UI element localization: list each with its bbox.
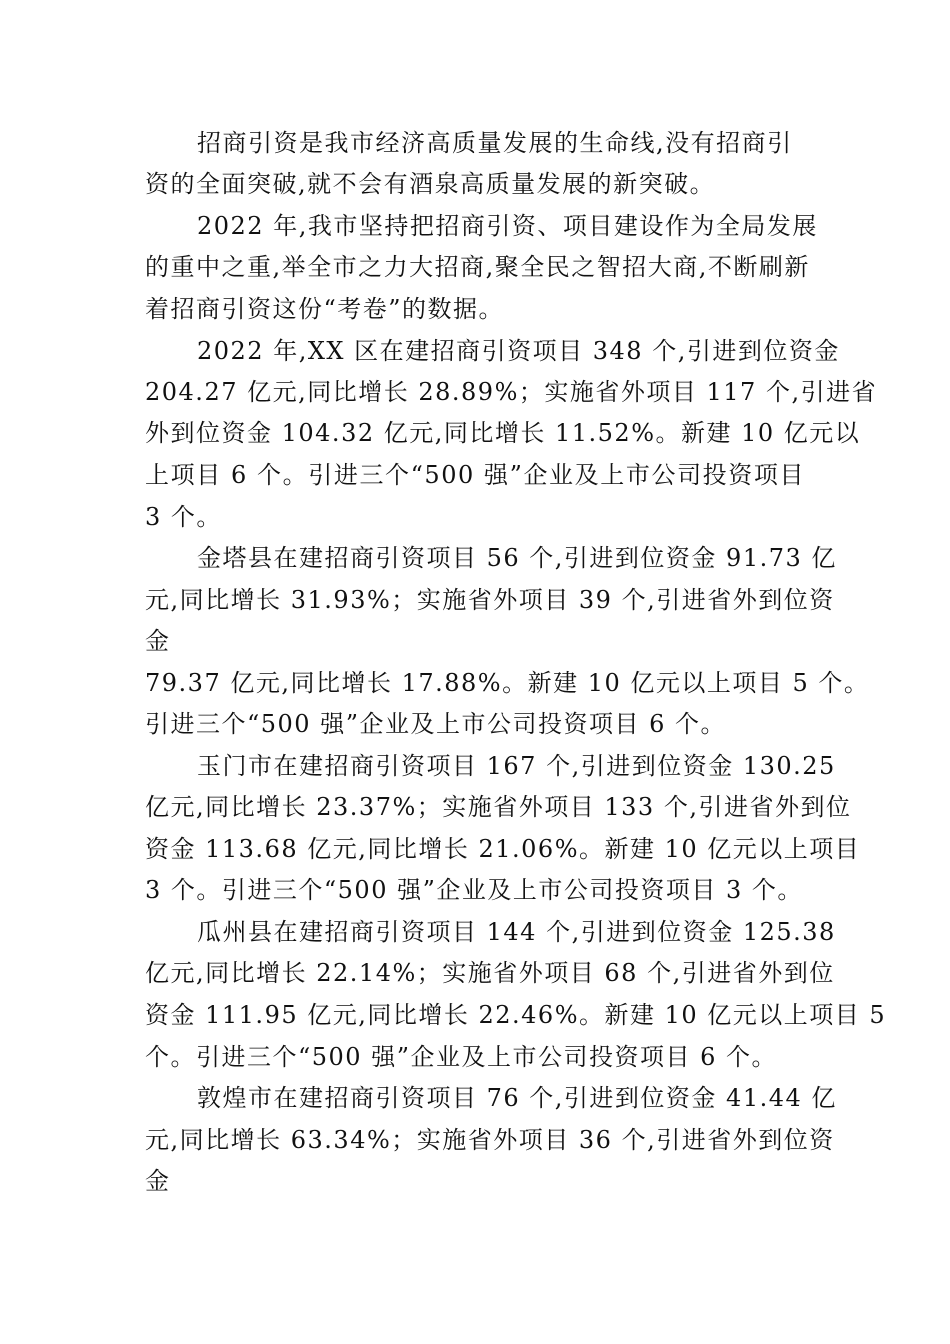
text-line: 元,同比增长 31.93%；实施省外项目 39 个,引进省外到位资 [145, 586, 835, 614]
text-line: 着招商引资这份“考卷”的数据。 [145, 295, 505, 323]
text-line: 3 个。引进三个“500 强”企业及上市公司投资项目 3 个。 [145, 876, 803, 904]
text-line: 的重中之重,举全市之力大招商,聚全民之智招大商,不断刷新 [145, 253, 810, 281]
text-line: 3 个。 [145, 503, 222, 531]
text-line: 瓜州县在建招商引资项目 144 个,引进到位资金 125.38 [197, 918, 836, 946]
text-line: 2022 年,XX 区在建招商引资项目 348 个,引进到位资金 [197, 337, 840, 365]
text-line: 79.37 亿元,同比增长 17.88%。新建 10 亿元以上项目 5 个。 [145, 669, 870, 697]
text-line: 亿元,同比增长 23.37%；实施省外项目 133 个,引进省外到位 [145, 793, 852, 821]
text-line: 资金 113.68 亿元,同比增长 21.06%。新建 10 亿元以上项目 [145, 835, 861, 863]
text-line: 上项目 6 个。引进三个“500 强”企业及上市公司投资项目 [145, 461, 805, 489]
text-line: 玉门市在建招商引资项目 167 个,引进到位资金 130.25 [197, 752, 836, 780]
text-line: 引进三个“500 强”企业及上市公司投资项目 6 个。 [145, 710, 727, 738]
text-line: 亿元,同比增长 22.14%；实施省外项目 68 个,引进省外到位 [145, 959, 835, 987]
text-line: 金塔县在建招商引资项目 56 个,引进到位资金 91.73 亿 [197, 544, 837, 572]
text-line: 资金 111.95 亿元,同比增长 22.46%。新建 10 亿元以上项目 5 [145, 1001, 887, 1029]
text-line: 204.27 亿元,同比增长 28.89%；实施省外项目 117 个,引进省 [145, 378, 878, 406]
text-line: 金 [145, 627, 171, 655]
text-line: 2022 年,我市坚持把招商引资、项目建设作为全局发展 [197, 212, 818, 240]
text-line: 招商引资是我市经济高质量发展的生命线,没有招商引 [197, 129, 793, 157]
text-line: 资的全面突破,就不会有酒泉高质量发展的新突破。 [145, 170, 716, 198]
text-line: 元,同比增长 63.34%；实施省外项目 36 个,引进省外到位资 [145, 1126, 835, 1154]
text-line: 外到位资金 104.32 亿元,同比增长 11.52%。新建 10 亿元以 [145, 419, 861, 447]
text-line: 敦煌市在建招商引资项目 76 个,引进到位资金 41.44 亿 [197, 1084, 837, 1112]
text-line: 金 [145, 1167, 171, 1195]
text-line: 个。引进三个“500 强”企业及上市公司投资项目 6 个。 [145, 1043, 778, 1071]
